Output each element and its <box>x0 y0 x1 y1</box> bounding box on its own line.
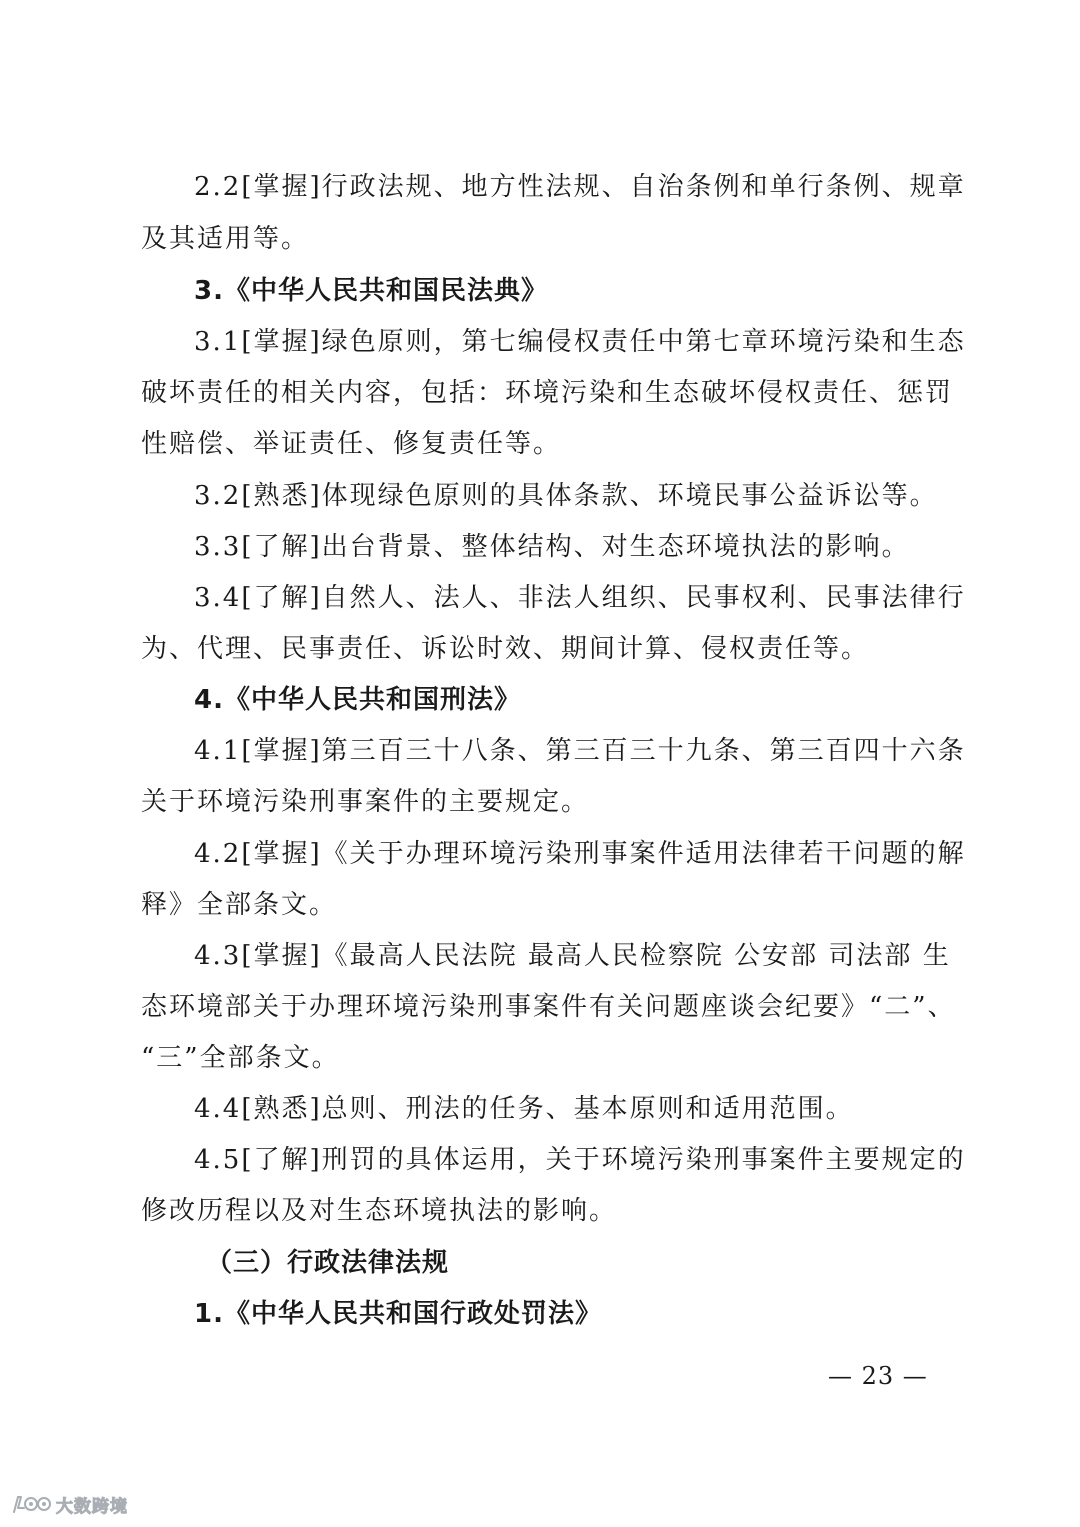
watermark-text: 大数跨境 <box>56 1496 128 1517</box>
text-line: 3.2[熟悉]体现绿色原则的具体条款、环境民事公益诉讼等。 <box>194 481 938 511</box>
section-heading: 4.《中华人民共和国刑法》 <box>194 685 521 715</box>
section-heading: 3.《中华人民共和国民法典》 <box>194 276 548 306</box>
text-line: 3.1[掌握]绿色原则，第七编侵权责任中第七章环境污染和生态 <box>194 327 966 357</box>
text-line: 4.4[熟悉]总则、刑法的任务、基本原则和适用范围。 <box>194 1094 854 1124</box>
watermark <box>12 1492 128 1516</box>
text-line: 性赔偿、举证责任、修复责任等。 <box>141 429 562 459</box>
text-line: 破坏责任的相关内容，包括：环境污染和生态破坏侵权责任、惩罚 <box>141 378 954 408</box>
page-number: — 23 — <box>828 1362 928 1390</box>
text-line: “三”全部条文。 <box>141 1043 340 1073</box>
section-heading: （三）行政法律法规 <box>206 1248 450 1278</box>
text-line: 4.5[了解]刑罚的具体运用，关于环境污染刑事案件主要规定的 <box>194 1145 966 1175</box>
text-line: 3.3[了解]出台背景、整体结构、对生态环境执法的影响。 <box>194 532 910 562</box>
text-line: 4.2[掌握]《关于办理环境污染刑事案件适用法律若干问题的解 <box>194 839 966 869</box>
section-heading: 1.《中华人民共和国行政处罚法》 <box>194 1299 602 1329</box>
text-line: 3.4[了解]自然人、法人、非法人组织、民事权利、民事法律行 <box>194 583 966 613</box>
text-line: 释》全部条文。 <box>141 890 338 920</box>
text-line: 修改历程以及对生态环境执法的影响。 <box>141 1196 618 1226</box>
text-line: 4.3[掌握]《最高人民法院 最高人民检察院 公安部 司法部 生 <box>194 941 951 971</box>
logo-icon <box>12 1493 52 1515</box>
text-line: 关于环境污染刑事案件的主要规定。 <box>141 787 590 817</box>
text-line: 及其适用等。 <box>141 224 310 254</box>
text-line: 2.2[掌握]行政法规、地方性法规、自治条例和单行条例、规章 <box>194 172 966 202</box>
text-line: 4.1[掌握]第三百三十八条、第三百三十九条、第三百四十六条 <box>194 736 966 766</box>
text-line: 为、代理、民事责任、诉讼时效、期间计算、侵权责任等。 <box>141 634 870 664</box>
text-line: 态环境部关于办理环境污染刑事案件有关问题座谈会纪要》“二”、 <box>141 992 956 1022</box>
